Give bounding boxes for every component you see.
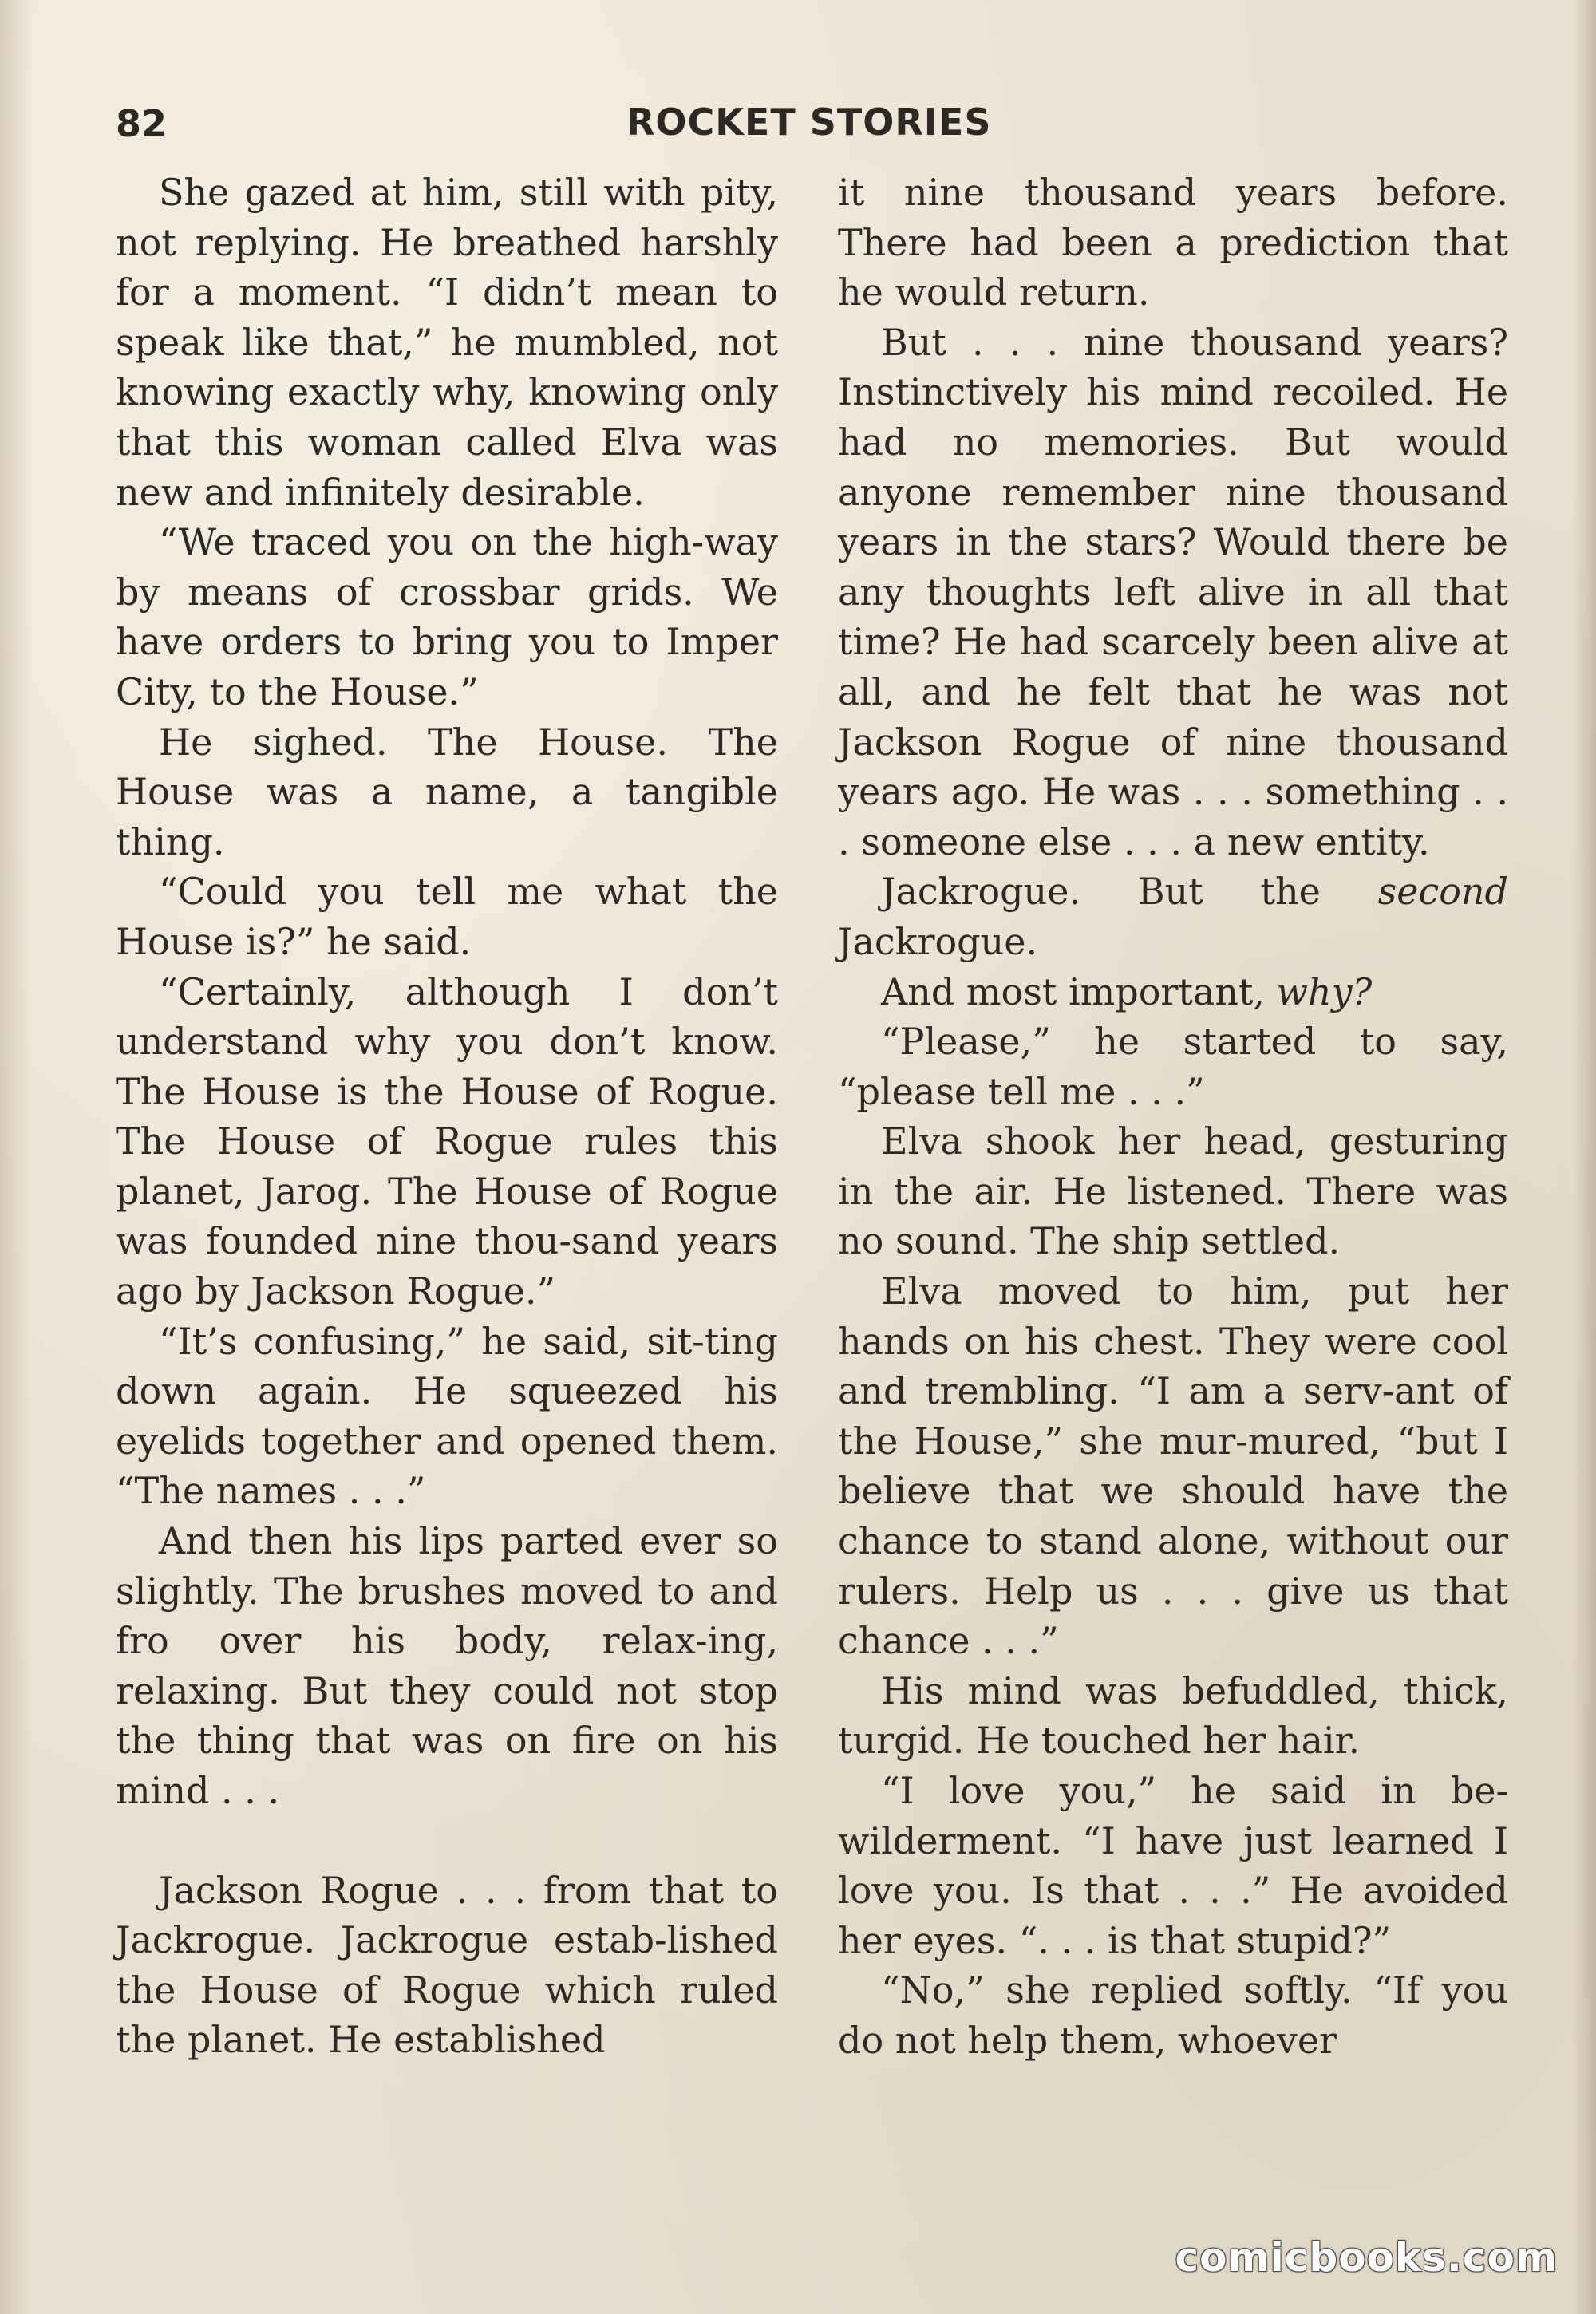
left-text-column — [116, 168, 778, 2065]
text-run: Jackrogue. — [838, 919, 1038, 963]
paragraph: Elva moved to him, put her hands on his chest. They were cool and trembling. “I am a serv-ant of the House,” she mur-mured, “but I believe that we should have the chance to stand alone, without our rulers. Help us . . . give us that chance . . .” — [838, 1270, 1508, 1663]
page-edge-shadow-left — [0, 0, 32, 2314]
paragraph: “No,” she replied softly. “If you do not help them, whoever — [838, 1968, 1508, 2062]
paragraph: And then his lips parted ever so slightly. The brushes moved to and fro over his body, relax-ing, relaxing. But they could not stop the thing that was on fire on his mind . . . — [116, 1519, 778, 1812]
paragraph: “Certainly, although I don’t understand why you don’t know. The House is the House of Rogue. The House of Rogue rules this planet, Jarog. The House of Rogue was founded nine thou-sand years ago by Jackson Rogue.” — [116, 969, 778, 1313]
paragraph: He sighed. The House. The House was a name, a tangible thing. — [116, 720, 778, 863]
text-run: And most important, — [881, 969, 1277, 1013]
paragraph-continued: it nine thousand years before. There had been a prediction that he would return. — [838, 171, 1508, 314]
paragraph: “Please,” he started to say, “please tell me . . .” — [838, 1020, 1508, 1113]
text-run: Jackrogue. But the — [881, 870, 1378, 914]
running-title: ROCKET STORIES — [626, 101, 992, 144]
emphasis-text: why? — [1276, 969, 1373, 1013]
paragraph: She gazed at him, still with pity, not replying. He breathed harshly for a moment. “I didn’t mean to speak like that,” he mumbled, not knowing exactly why, knowing only that this woman called Elva was new and infinitely desirable. — [116, 171, 778, 514]
page-edge-shadow-right — [1572, 0, 1596, 2314]
paragraph: Jackson Rogue . . . from that to Jackrogue. Jackrogue estab-lished the House of Rogue which ruled the planet. He established — [116, 1868, 778, 2062]
paragraph: “I love you,” he said in be-wilderment. “I have just learned I love you. Is that . . .” He avoided her eyes. “. . . is that stupid?” — [838, 1769, 1508, 1962]
emphasis-text: second — [1377, 870, 1508, 914]
paragraph-jackrogue — [838, 867, 1508, 966]
paragraph: “Could you tell me what the House is?” he said. — [116, 870, 778, 963]
paragraph: Elva shook her head, gesturing in the air. He listened. There was no sound. The ship settled. — [838, 1119, 1508, 1263]
page-header — [116, 94, 1508, 150]
page-number: 82 — [116, 102, 168, 145]
paragraph: “We traced you on the high-way by means of crossbar grids. We have orders to bring you to Imper City, to the House.” — [116, 520, 778, 713]
paragraph: “It’s confusing,” he said, sit-ting down again. He squeezed his eyelids together and opened them. “The names . . .” — [116, 1319, 778, 1513]
watermark-logo: comicbooks.com — [1175, 2234, 1558, 2280]
paragraph: But . . . nine thousand years? Instinctively his mind recoiled. He had no memories. But would anyone remember nine thousand years in the stars? Would there be any thoughts left alive in all that time? He had scarcely been alive at all, and he felt that he was not Jackson Rogue of nine thousand years ago. He was . . . something . . . someone else . . . a new entity. — [838, 320, 1508, 863]
right-text-column — [838, 168, 1508, 2066]
paragraph: His mind was befuddled, thick, turgid. He touched her hair. — [838, 1668, 1508, 1763]
paragraph-why — [838, 967, 1508, 1017]
